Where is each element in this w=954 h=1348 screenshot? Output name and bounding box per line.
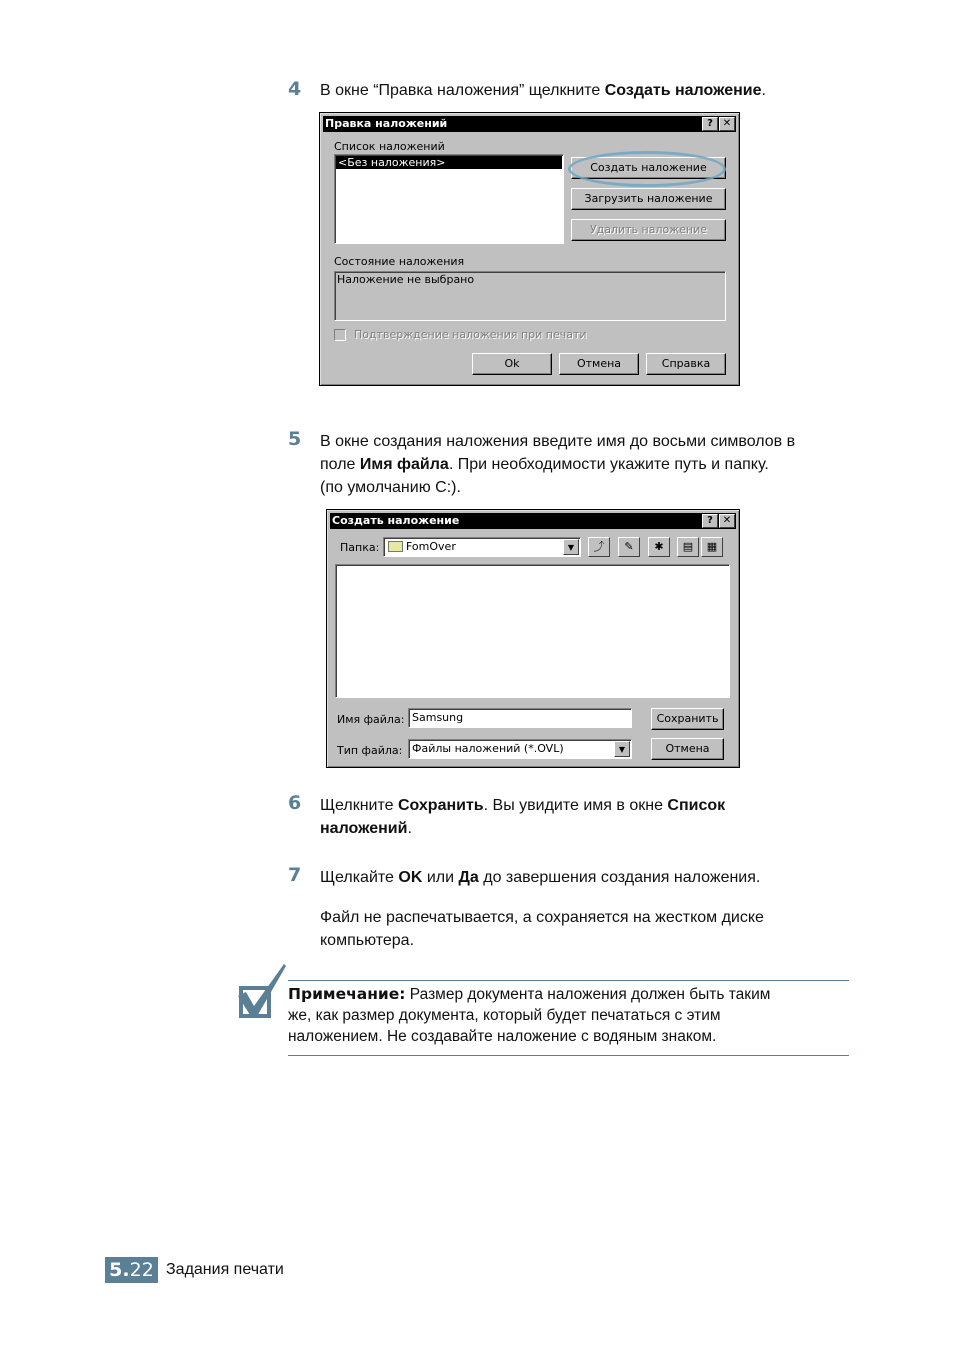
dialog-title: Правка наложений: [325, 117, 448, 130]
step-7-bold-1: OK: [398, 869, 423, 886]
filetype-label: Тип файла:: [337, 744, 403, 757]
step-6-line-1: [320, 794, 860, 817]
delete-overlay-button[interactable]: Удалить наложение: [571, 219, 726, 241]
dialog-titlebar: [330, 513, 736, 529]
dialog-title: Создать наложение: [332, 514, 460, 527]
filename-value: Samsung: [412, 711, 464, 724]
note-line-2: же, как размер документа, который будет печататься с этим: [288, 1007, 721, 1024]
edit-overlays-dialog: [319, 112, 740, 386]
overlay-list[interactable]: [334, 154, 564, 244]
checkmark-icon: [236, 962, 290, 1024]
page-number-badge: [105, 1257, 158, 1283]
file-list-area[interactable]: [335, 564, 730, 698]
chapter-number: 5.: [109, 1259, 130, 1281]
step-7-extra: [320, 906, 860, 952]
highlight-ellipse: [568, 151, 726, 187]
close-icon[interactable]: ✕: [719, 117, 735, 131]
cancel-button[interactable]: Отмена: [559, 353, 639, 375]
note-top-rule: [288, 980, 849, 981]
step-6-text-b: . Вы увидите имя в окне: [483, 797, 668, 814]
step-6-line-2: [320, 817, 860, 840]
step-4-text: [320, 79, 860, 102]
list-item[interactable]: <Без наложения>: [336, 156, 562, 169]
help-icon[interactable]: ?: [702, 117, 718, 131]
dialog-titlebar: [323, 116, 736, 132]
filetype-value: Файлы наложений (*.OVL): [412, 742, 564, 755]
confirm-checkbox[interactable]: [334, 329, 346, 341]
overlay-status-text: Наложение не выбрано: [337, 273, 475, 286]
step-4-text-b: .: [761, 82, 766, 99]
help-icon[interactable]: ?: [702, 514, 718, 528]
close-icon[interactable]: ✕: [719, 514, 735, 528]
chevron-down-icon[interactable]: ▼: [614, 741, 630, 757]
step-6-text-a: Щелкните: [320, 797, 398, 814]
new-folder-icon[interactable]: ✱: [648, 537, 670, 557]
filename-input[interactable]: [408, 708, 632, 728]
note-label: Примечание:: [288, 985, 406, 1003]
note-bottom-rule: [288, 1055, 849, 1056]
load-overlay-button[interactable]: Загрузить наложение: [571, 188, 726, 210]
note-line-3: наложением. Не создавайте наложение с водяным знаком.: [288, 1028, 717, 1045]
step-7-text-c: до завершения создания наложения.: [478, 869, 761, 886]
folder-icon: [388, 541, 403, 552]
list-view-icon[interactable]: ▤: [677, 537, 699, 557]
save-button[interactable]: Сохранить: [651, 708, 724, 730]
overlay-list-label: Список наложений: [334, 140, 445, 153]
overlay-status-box: [334, 271, 726, 321]
section-title: Задания печати: [166, 1261, 284, 1278]
step-5-line-2a: поле: [320, 456, 360, 473]
step-5-line-2b: . При необходимости укажите путь и папку.: [448, 456, 769, 473]
folder-value: FomOver: [406, 540, 456, 553]
confirm-checkbox-label: Подтверждение наложения при печати: [354, 328, 587, 341]
step-6-text: [320, 794, 860, 840]
step-5-bold: Имя файла: [359, 456, 449, 473]
step-7-extra-line-1: Файл не распечатывается, а сохраняется на жестком диске: [320, 909, 764, 926]
step-5-text: [320, 430, 860, 499]
step-6-bold-2: Список: [667, 797, 726, 814]
step-7-text: [320, 866, 860, 889]
chevron-down-icon[interactable]: ▼: [563, 539, 579, 555]
note-text: [288, 984, 848, 1047]
step-number: 5: [288, 428, 302, 450]
step-number: 4: [288, 78, 302, 100]
note-line-1: [288, 984, 848, 1005]
step-7-bold-2: Да: [458, 869, 479, 886]
step-5-line-2: [320, 453, 860, 476]
step-6-text-c: .: [407, 820, 412, 837]
details-view-icon[interactable]: ▦: [701, 537, 723, 557]
step-7-text-a: Щелкайте: [320, 869, 399, 886]
note-line-1-text: Размер документа наложения должен быть таким: [405, 986, 771, 1003]
step-4-text-a: В окне “Правка наложения” щелкните: [320, 82, 605, 99]
step-5-line-1: В окне создания наложения введите имя до восьми символов в: [320, 433, 796, 450]
overlay-status-label: Состояние наложения: [334, 255, 465, 268]
up-folder-icon[interactable]: ⤴: [588, 537, 610, 557]
step-4-bold: Создать наложение: [604, 82, 762, 99]
step-6-bold-1: Сохранить: [397, 797, 484, 814]
step-number: 7: [288, 864, 302, 886]
create-overlay-button[interactable]: Создать наложение: [571, 157, 726, 179]
desktop-icon[interactable]: ✎: [618, 537, 640, 557]
folder-dropdown[interactable]: [383, 537, 581, 557]
step-6-bold-3: наложений: [320, 820, 408, 837]
step-5-line-3: (по умолчанию C:).: [320, 479, 461, 496]
step-7-extra-line-2: компьютера.: [320, 932, 415, 949]
cancel-button[interactable]: Отмена: [651, 738, 724, 760]
filetype-dropdown[interactable]: [408, 739, 632, 759]
ok-button[interactable]: Ok: [472, 353, 552, 375]
help-button[interactable]: Справка: [646, 353, 726, 375]
filename-label: Имя файла:: [337, 713, 405, 726]
step-7-text-b: или: [422, 869, 459, 886]
create-overlay-dialog: [326, 509, 740, 768]
page-number: 22: [129, 1259, 154, 1281]
step-number: 6: [288, 792, 302, 814]
folder-label: Папка:: [340, 541, 380, 554]
